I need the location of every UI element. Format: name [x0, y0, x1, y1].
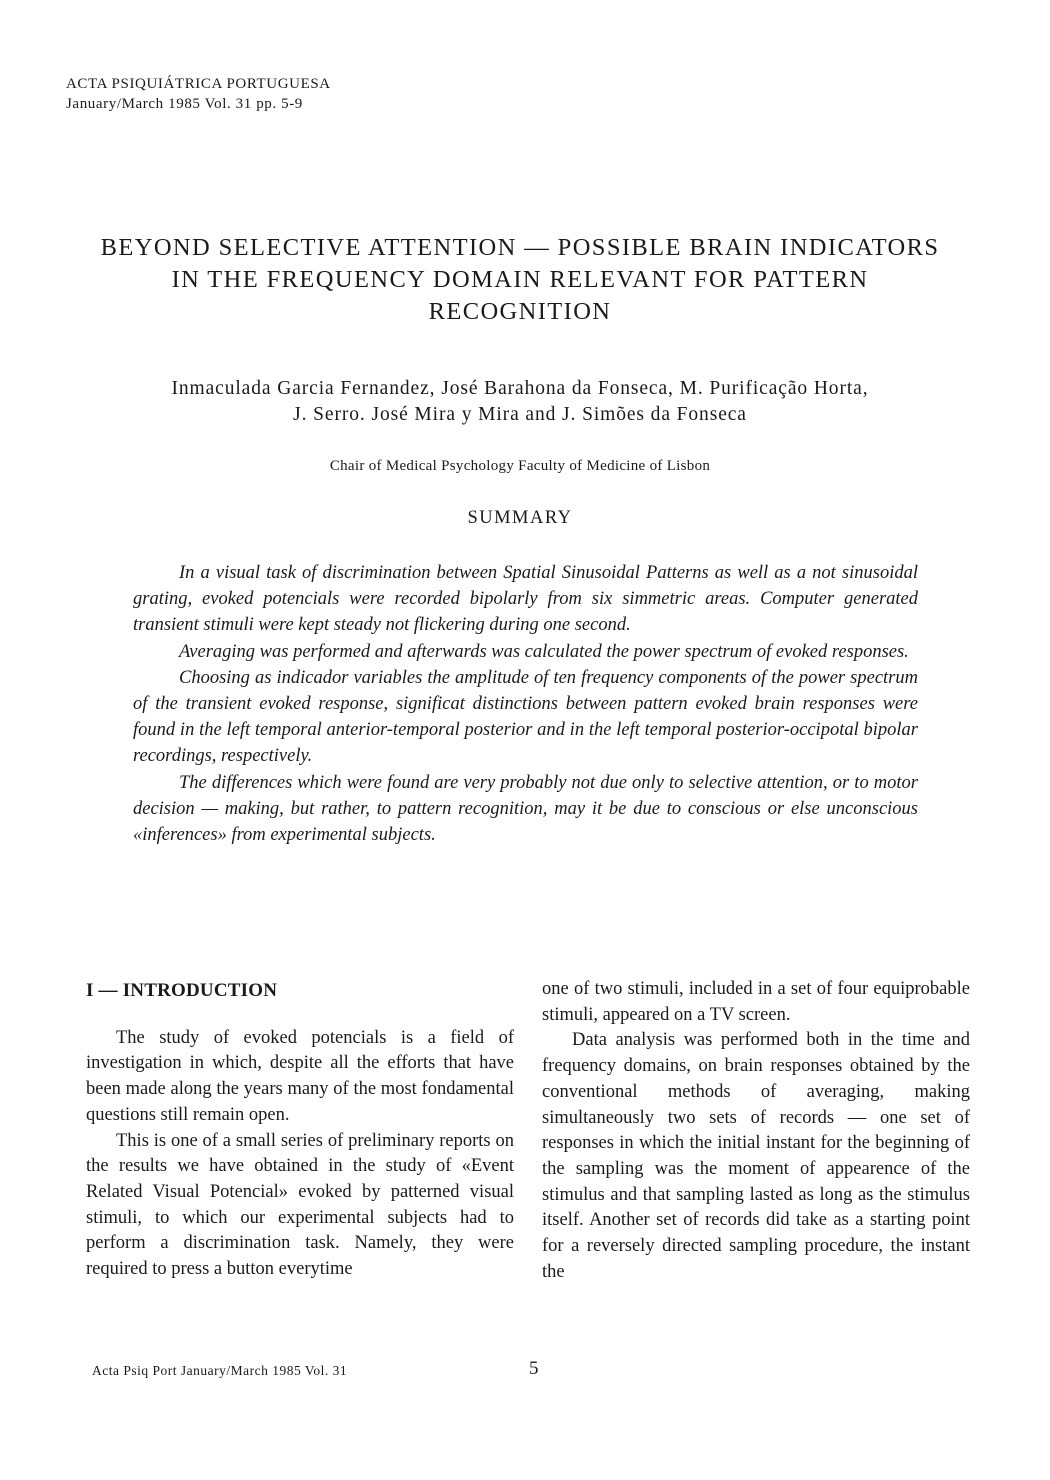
- authors-line: J. Serro. José Mira y Mira and J. Simões da Fonseca: [293, 404, 747, 425]
- affiliation: Chair of Medical Psychology Faculty of Medicine of Lisbon: [329, 458, 711, 474]
- left-column: [86, 978, 514, 1283]
- journal-header: [66, 74, 331, 114]
- body-paragraph: The study of evoked potencials is a field of investigation in which, despite all the efforts that have been made along the years many of the most fondamental questions still remain open.: [86, 1027, 514, 1125]
- body-paragraph: This is one of a small series of preliminary reports on the results we have obtained in the study of «Event Related Visual Potencial» evoked by patterned visual stimuli, to which our experimental subjects had to perform a discrimination task. Namely, they were required to press a button everytime: [86, 1130, 514, 1280]
- summary-paragraph: The differences which were found are very probably not due only to selective attention, or to motor decision — making, but rather, to pattern recognition, may it be due to conscious or else unconscious «inferences» from experimental subjects.: [133, 772, 918, 846]
- summary-paragraph: Choosing as indicador variables the amplitude of ten frequency components of the power spectrum of the transient evoked response, significat distinctions between pattern evoked brain responses were found in the left temporal anterior-temporal posterior and in the left temporal posterior-occipotal bipolar recordings, respectively.: [133, 667, 918, 767]
- title-line: RECOGNITION: [428, 298, 612, 325]
- right-column: [542, 977, 970, 1285]
- author-list: [60, 376, 980, 428]
- introduction-heading: I — INTRODUCTION: [86, 980, 278, 1001]
- title-line: IN THE FREQUENCY DOMAIN RELEVANT FOR PATTERN: [171, 266, 869, 293]
- summary-abstract: [133, 560, 918, 848]
- journal-name: ACTA PSIQUIÁTRICA PORTUGUESA: [66, 76, 331, 92]
- body-paragraph: Data analysis was performed both in the time and frequency domains, on brain responses obtained by the conventional methods of averaging, making simultaneously two sets of records — one set of responses in which the initial instant for the beginning of the sampling was the moment of appearence of the stimulus and that sampling lasted as long as the stimulus itself. Another set of records did take as a starting point for a reversely directed sampling procedure, the instant the: [542, 1030, 970, 1282]
- authors-line: Inmaculada Garcia Fernandez, José Barahona da Fonseca, M. Purificação Horta,: [171, 378, 869, 399]
- page-number: 5: [529, 1358, 539, 1379]
- journal-issue: January/March 1985 Vol. 31 pp. 5-9: [66, 96, 303, 112]
- summary-heading: SUMMARY: [467, 508, 573, 528]
- article-title: [60, 232, 980, 328]
- body-paragraph: one of two stimuli, included in a set of four equiprobable stimuli, appeared on a TV screen.: [542, 979, 970, 1025]
- summary-paragraph: In a visual task of discrimination between Spatial Sinusoidal Patterns as well as a not sinusoidal grating, evoked potencials were recorded bipolarly from six simmetric areas. Computer generated transient stimuli were kept steady not flickering during one second.: [133, 563, 918, 636]
- title-line: BEYOND SELECTIVE ATTENTION — POSSIBLE BRAIN INDICATORS: [100, 234, 940, 261]
- footer-citation: Acta Psiq Port January/March 1985 Vol. 31: [92, 1363, 348, 1378]
- summary-paragraph: Averaging was performed and afterwards was calculated the power spectrum of evoked responses.: [179, 641, 909, 662]
